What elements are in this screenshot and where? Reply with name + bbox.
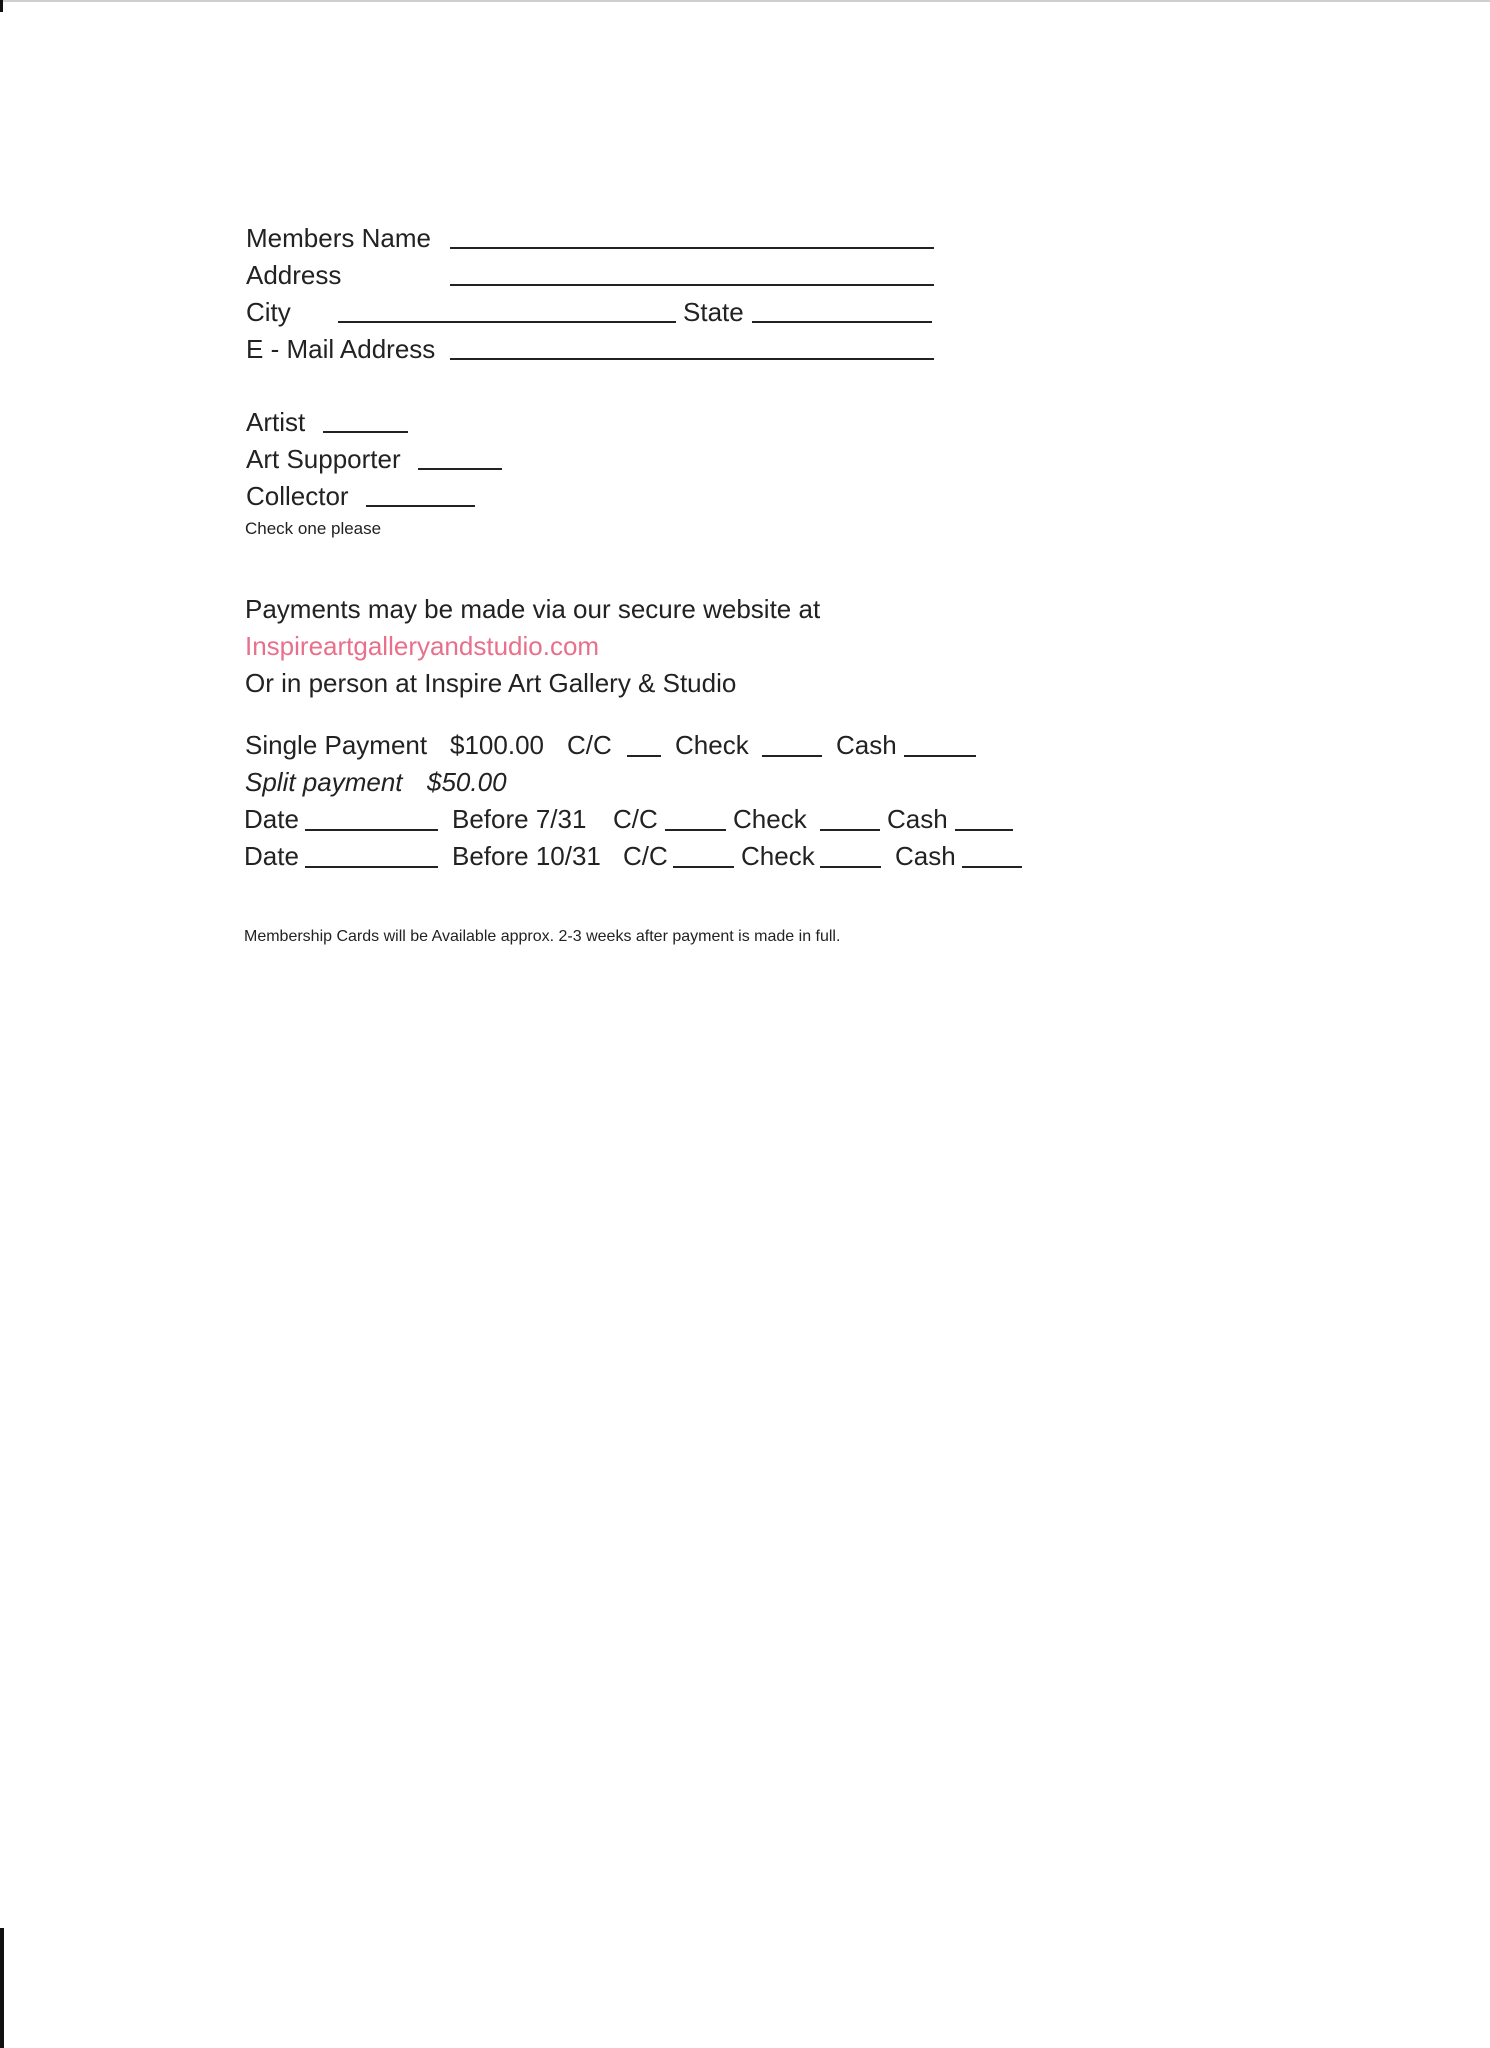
- check-one-note: Check one please: [245, 519, 382, 538]
- single-check-label: Check: [675, 730, 749, 760]
- address-label: Address: [246, 260, 342, 290]
- collector-label: Collector: [246, 481, 349, 511]
- collector-check-field[interactable]: [366, 505, 475, 507]
- installment-2-check-label: Check: [741, 841, 815, 871]
- single-cc-field[interactable]: [627, 755, 661, 757]
- installment-1-cc-field[interactable]: [665, 829, 726, 831]
- installment-1-cc-label: C/C: [613, 804, 658, 834]
- city-field[interactable]: [338, 321, 676, 323]
- membership-cards-note: Membership Cards will be Available approx. 2-3 weeks after payment is made in full.: [244, 928, 841, 945]
- installment-1-cash-field[interactable]: [955, 829, 1013, 831]
- address-field[interactable]: [450, 284, 934, 286]
- state-label: State: [683, 297, 744, 327]
- installment-2-before: Before 10/31: [452, 841, 601, 871]
- single-cash-label: Cash: [836, 730, 897, 760]
- installment-1-check-field[interactable]: [820, 829, 880, 831]
- scan-edge-left-top: [0, 0, 3, 12]
- installment-1-cash-label: Cash: [887, 804, 948, 834]
- members-name-label: Members Name: [246, 223, 431, 253]
- artist-label: Artist: [246, 407, 306, 437]
- state-field[interactable]: [752, 321, 932, 323]
- single-cc-label: C/C: [567, 730, 612, 760]
- art-supporter-check-field[interactable]: [418, 468, 502, 470]
- in-person-line: Or in person at Inspire Art Gallery & Studio: [245, 668, 737, 698]
- split-payment-amount: $50.00: [427, 767, 507, 797]
- email-label: E - Mail Address: [246, 334, 436, 364]
- city-label: City: [246, 297, 291, 327]
- installment-1-date-field[interactable]: [305, 829, 438, 831]
- installment-2-date-field[interactable]: [305, 866, 438, 868]
- installment-1-date-label: Date: [244, 804, 299, 834]
- single-check-field[interactable]: [762, 755, 822, 757]
- single-payment-label: Single Payment: [245, 730, 428, 760]
- members-name-field[interactable]: [450, 247, 934, 249]
- installment-1-before: Before 7/31: [452, 804, 587, 834]
- payments-line: Payments may be made via our secure website at: [245, 594, 821, 624]
- installment-2-cc-label: C/C: [623, 841, 668, 871]
- scan-edge-left-bottom: [0, 1928, 4, 2048]
- single-payment-amount: $100.00: [450, 730, 544, 760]
- installment-1-check-label: Check: [733, 804, 807, 834]
- email-field[interactable]: [450, 358, 934, 360]
- single-cash-field[interactable]: [904, 755, 976, 757]
- installment-2-cash-label: Cash: [895, 841, 956, 871]
- split-payment-label: Split payment: [245, 767, 403, 797]
- installment-2-date-label: Date: [244, 841, 299, 871]
- scan-edge-top: [0, 0, 1490, 2]
- artist-check-field[interactable]: [323, 431, 408, 433]
- art-supporter-label: Art Supporter: [246, 444, 401, 474]
- website-link[interactable]: Inspireartgalleryandstudio.com: [245, 631, 600, 661]
- installment-2-cash-field[interactable]: [962, 866, 1022, 868]
- installment-2-cc-field[interactable]: [673, 866, 734, 868]
- installment-2-check-field[interactable]: [820, 866, 881, 868]
